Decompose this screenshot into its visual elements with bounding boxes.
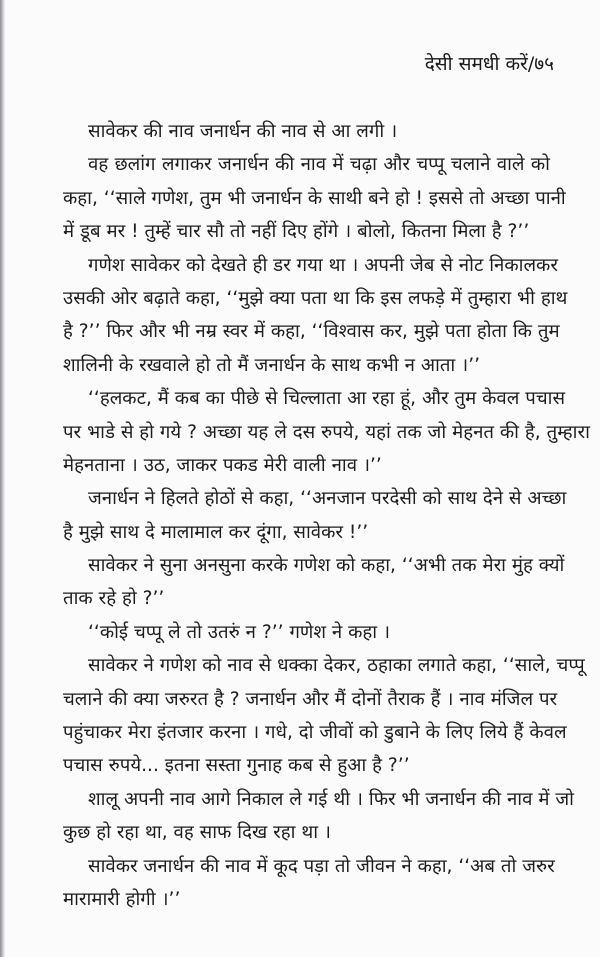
paragraph [63,482,567,549]
paragraph [63,115,550,148]
text-line: है मुझे साथ दे मालामाल कर दूंगा, सावेकर !’’ [63,521,369,543]
paragraph [63,382,590,482]
text-line: सावेकर ने गणेश को नाव से धक्का देकर, ठहाका लगाते कहा, ‘‘साले, चप्पू [88,655,585,677]
text-line: सावेकर जनार्धन की नाव में कूद पड़ा तो जीवन ने कहा, ‘‘अब तो जरुर [88,855,555,877]
paragraph [63,249,568,383]
text-line: शालिनी के रखवाले हो तो मैं जनार्धन के साथ कभी न आता ।’’ [63,354,481,376]
text-line: सावेकर की नाव जनार्धन की नाव से आ लगी । [88,121,398,142]
text-line: पचास रुपये... इतना सस्ता गुनाह कब से हुआ है ?’’ [63,755,410,777]
text-line: मेहनताना । उठ, जाकर पकड मेरी वाली नाव ।’’ [63,454,382,476]
text-line: ‘‘कोई चप्पू ले तो उतरुं न ?’’ गणेश ने कहा । [88,621,391,643]
text-line: में डूब मर ! तुम्हें चार सौ तो नहीं दिए होंगे । बोलो, कितना मिला है ?’’ [63,221,530,243]
body-text [63,115,590,916]
paragraph [63,850,555,917]
text-line: है ?’’ फिर और भी नम्र स्वर में कहा, ‘‘विश्वास कर, मुझे पता होता कि तुम [63,321,560,343]
paragraph [63,549,565,616]
text-line: चलाने की क्या जरुरत है ? जनार्धन और मैं दोनों तैराक हैं । नाव मंजिल पर [63,688,558,710]
text-line: उसकी ओर बढ़ाते कहा, ‘‘मुझे क्या पता था कि इस लफड़े में तुम्हारा भी हाथ [63,287,568,309]
text-line: मारामारी होगी ।’’ [63,888,181,910]
text-line: पहुंचाकर मेरा इंतजार करना । गधे, दो जीवों को डुबाने के लिए लिये हैं केवल [63,722,567,744]
text-line: कहा, ‘‘साले गणेश, तुम भी जनार्धन के साथी बने हो ! इससे तो अच्छा पानी [63,187,566,209]
text-line: जनार्धन ने हिलते होठों से कहा, ‘‘अनजान परदेसी को साथ देने से अच्छा [88,488,567,510]
text-line: कुछ हो रहा था, वह साफ दिख रहा था । [63,822,331,844]
paragraph [63,649,585,783]
text-line: सावेकर ने सुना अनसुना करके गणेश को कहा, ‘‘अभी तक मेरा मुंह क्यों [88,555,565,577]
text-line: शालू अपनी नाव आगे निकाल ले गई थी । फिर भी जनार्धन की नाव में जो [88,788,574,810]
text-line: गणेश सावेकर को देखते ही डर गया था । अपनी जेब से नोट निकालकर [88,254,558,276]
paragraph [63,148,566,248]
paragraph [63,616,550,649]
text-line: वह छलांग लगाकर जनार्धन की नाव में चढ़ा और चप्पू चलाने वाले को [88,154,550,176]
running-header: देसी समधी करें/७५ [424,53,554,75]
text-line: ‘‘हलकट, मैं कब का पीछे से चिल्लाता आ रहा हूं, और तुम केवल पचास [88,388,566,410]
page-binding-shadow [0,0,5,957]
text-line: पर भाडे से हो गये ? अच्छा यह ले दस रुपये, यहां तक जो मेहनत की है, तुम्हारा [63,421,590,443]
paragraph [63,783,574,850]
text-line: ताक रहे हो ?’’ [63,588,165,610]
